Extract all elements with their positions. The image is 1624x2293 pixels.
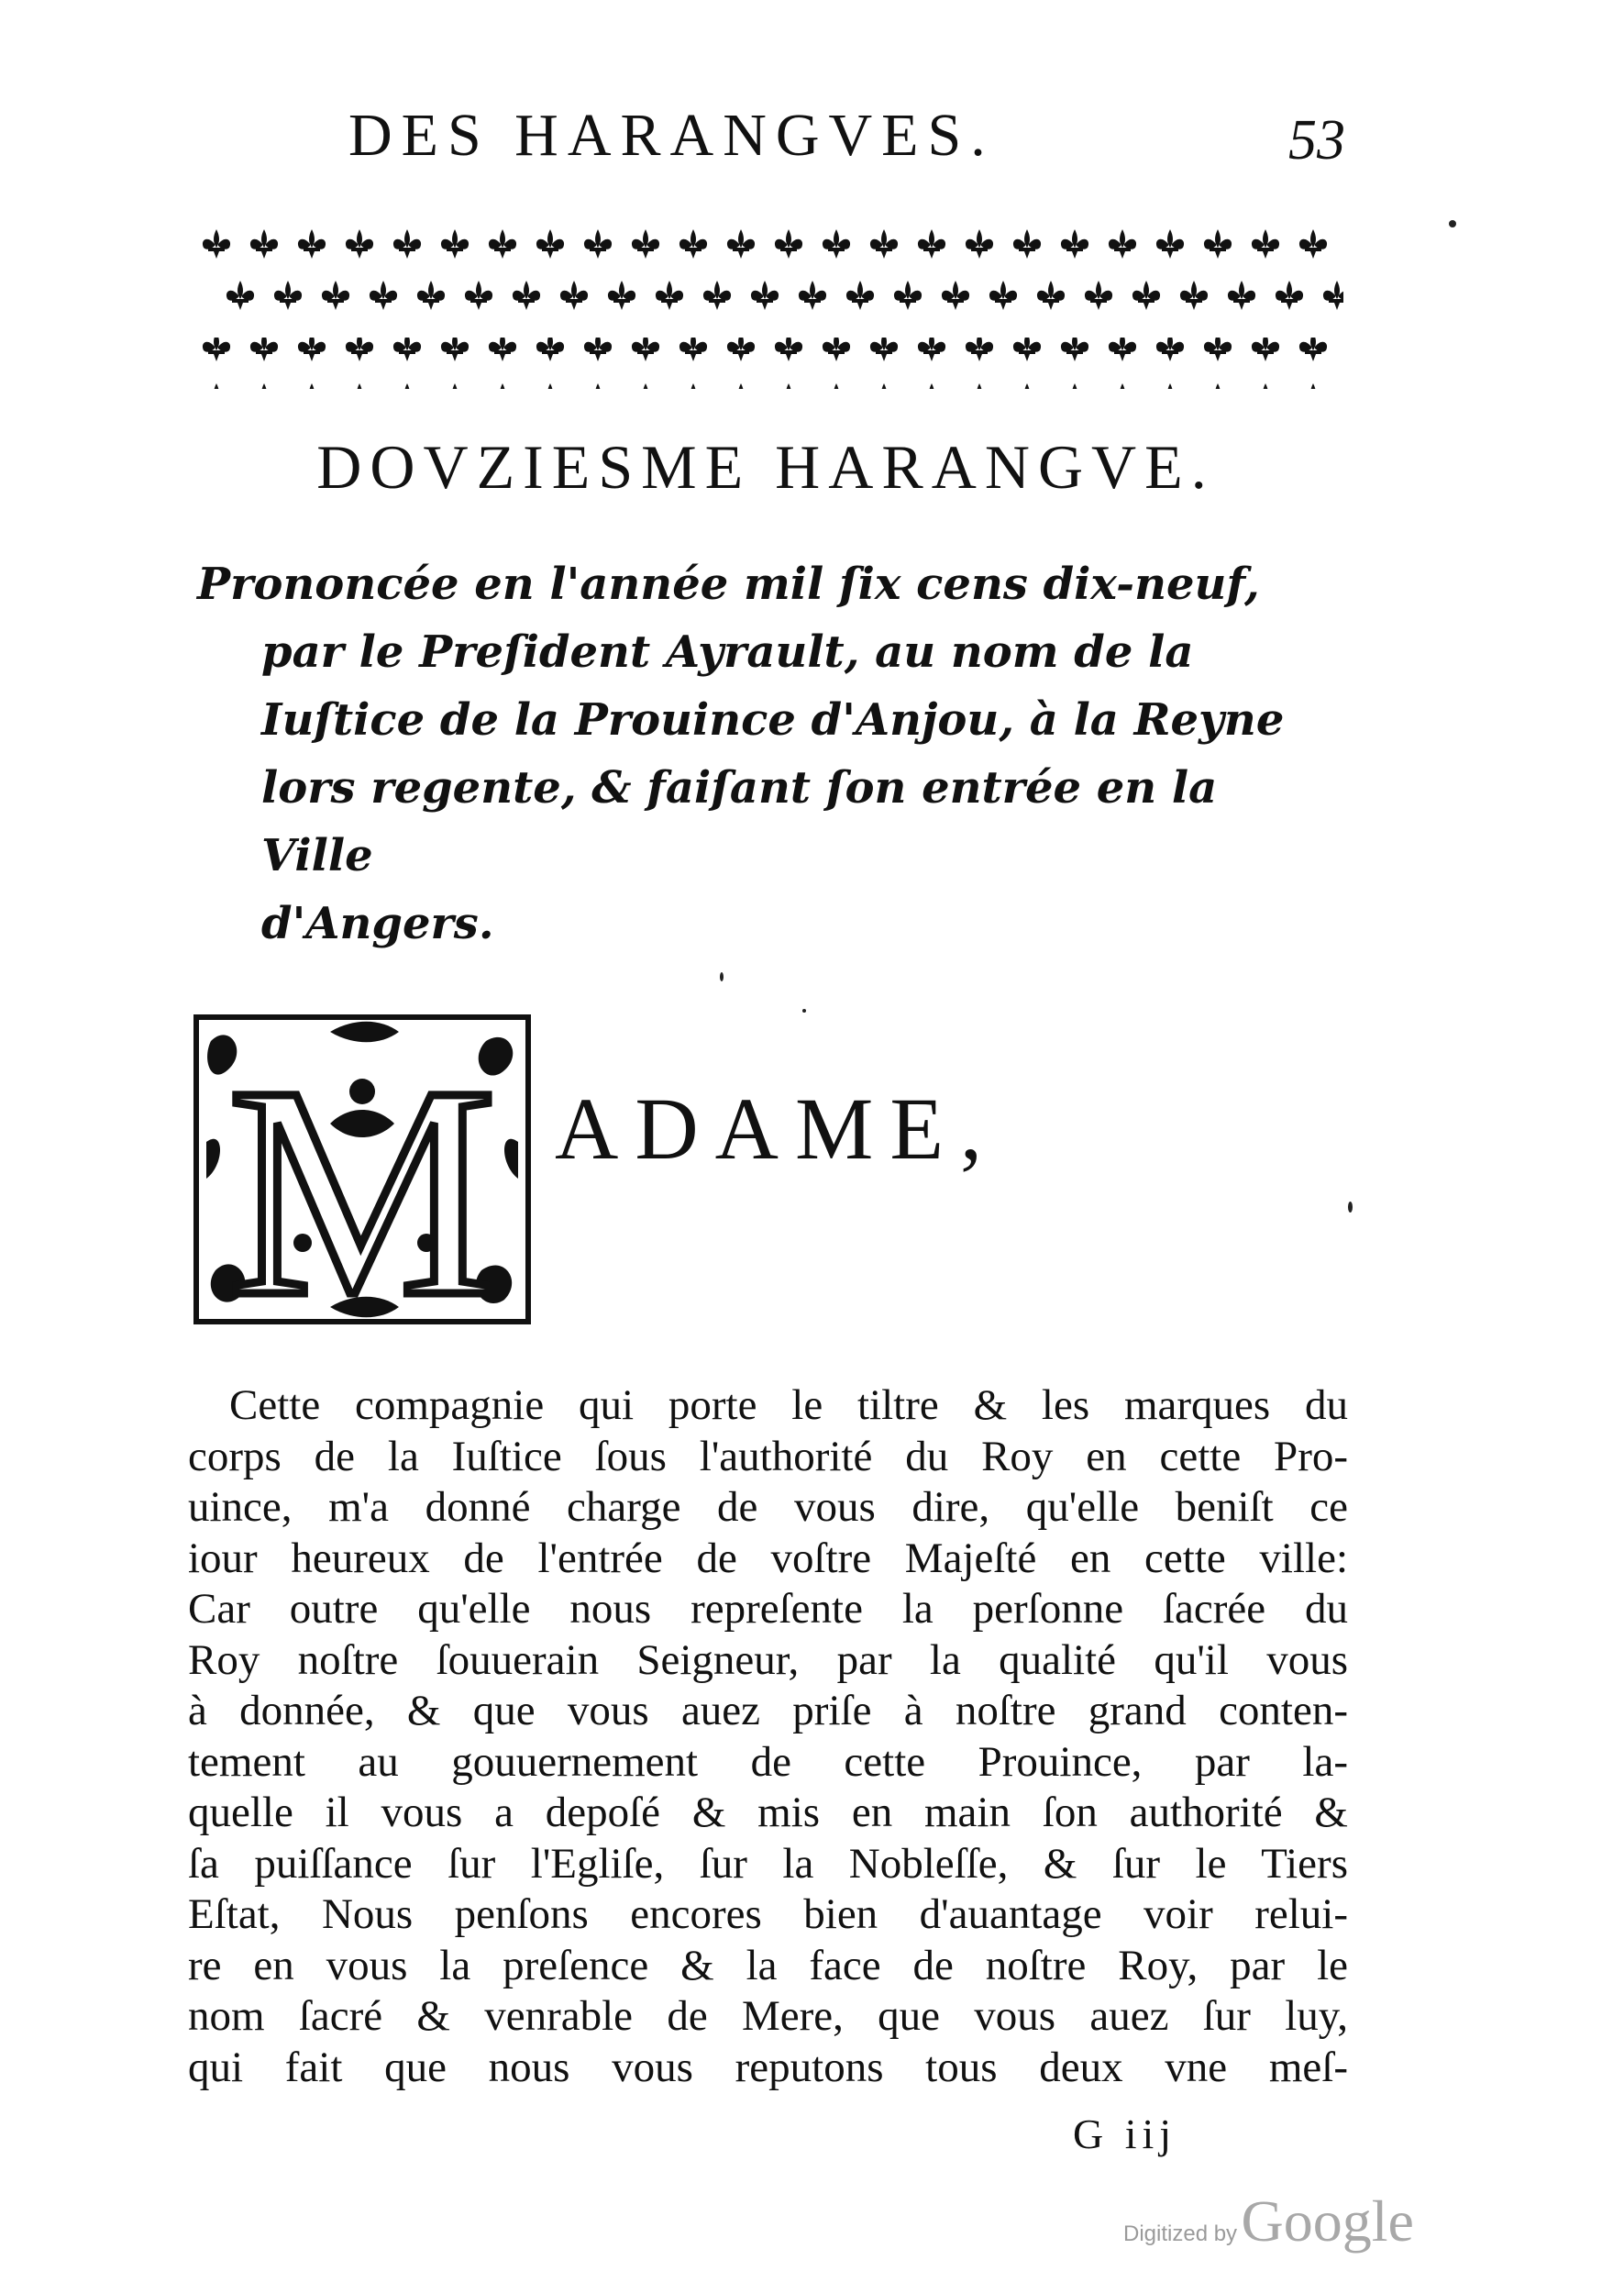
body-line: Car outre qu'elle nous repreſente la perſonne ſacrée du: [188, 1585, 1348, 1633]
page-number: 53: [1288, 109, 1345, 172]
body-line: à donnée, & que vous auez priſe à noſtre grand conten-: [188, 1687, 1348, 1734]
subtitle-line: Prononcée en l'année mil ſix cens dix-neuf,: [197, 559, 1260, 610]
body-line: uince, m'a donné charge de vous dire, qu'elle beniſt ce: [188, 1483, 1348, 1531]
digitized-watermark: [1123, 2188, 1414, 2255]
body-line: qui fait que nous vous reputons tous deux vne meſ-: [188, 2043, 1348, 2091]
subtitle-line: d'Angers.: [261, 898, 494, 949]
watermark-brand: Google: [1241, 2188, 1414, 2254]
subtitle-line: lors regente, & faiſant ſon entrée en la Ville: [261, 762, 1218, 881]
body-line: iour heureux de l'entrée de voſtre Majeſté en cette ville:: [188, 1534, 1348, 1582]
ink-speck: [720, 972, 724, 981]
ink-speck: [802, 1009, 806, 1013]
body-line: quelle il vous a depoſé & mis en main ſon authorité &: [188, 1789, 1348, 1836]
body-line: ſa puiſſance ſur l'Egliſe, ſur la Nobleſſe, & ſur le Tiers: [188, 1839, 1348, 1888]
drop-cap-letter: M: [227, 1025, 497, 1325]
body-line: corps de la Iuſtice ſous l'authorité du Roy en cette Pro-: [188, 1432, 1348, 1480]
body-line: Roy noſtre ſouuerain Seigneur, par la qualité qu'il vous: [188, 1635, 1348, 1684]
body-line: Eſtat, Nous penſons encores bien d'auantage voir relui-: [188, 1890, 1348, 1938]
harangue-subtitle: [197, 550, 1343, 958]
subtitle-line: par le Preſident Ayrault, au nom de la: [261, 626, 1194, 678]
running-head: DES HARANGVES.: [348, 102, 995, 169]
subtitle-line: Iuſtice de la Prouince d'Anjou, à la Reyne: [261, 694, 1285, 746]
harangue-body: [188, 1380, 1348, 2093]
body-line: re en vous la preſence & la face de noſtre Roy, par le: [188, 1941, 1348, 1989]
salutation: ADAME,: [555, 1080, 999, 1178]
ink-speck: [1449, 220, 1456, 227]
signature-mark: G iij: [1073, 2110, 1177, 2157]
harangue-heading: DOVZIESME HARANGVE.: [316, 432, 1215, 502]
body-line: Cette compagnie qui porte le tiltre & les marques du: [229, 1381, 1348, 1429]
ink-speck: [1348, 1202, 1353, 1213]
decorated-initial-m: [193, 1014, 532, 1325]
body-line: nom ſacré & venrable de Mere, que vous auez ſur luy,: [188, 1992, 1348, 2040]
body-line: tement au gouuernement de cette Prouince, par la-: [188, 1737, 1348, 1786]
fleuron-ornament-band: [193, 220, 1343, 394]
watermark-prefix: Digitized by: [1123, 2221, 1238, 2246]
